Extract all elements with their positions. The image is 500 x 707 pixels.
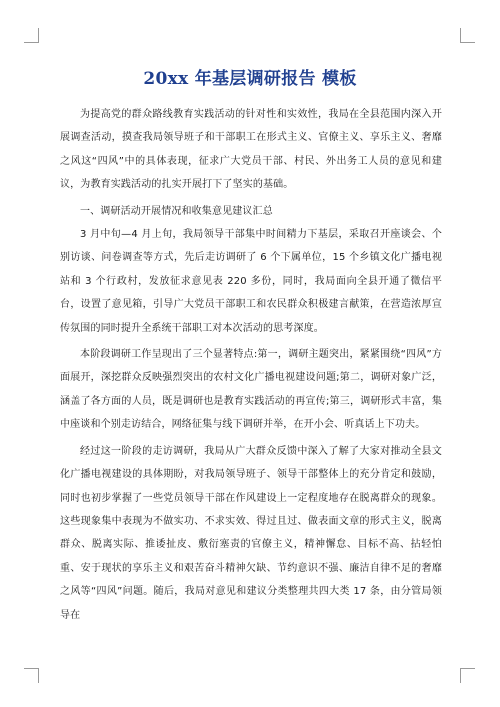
document-title: 20xx 年基层调研报告 模板: [143, 69, 357, 89]
crop-mark-bottom-left: [24, 668, 39, 683]
paragraph-activities: 3 月中旬—4 月上旬，我局领导干部集中时间精力下基层，采取召开座谈会、个别访谈、问卷调查等方式，先后走访调研了 6 个下属单位，15 个乡镇文化广播电视站和 3 个行政村，发放征求意见表 220 多份，同时，我局面向全县开通了微信平台，设置了意见箱，引导广大党员干部职工和农民群众积极建言献策，在营造浓厚宣传氛围的同时提升全系统干部职工对本次活动的思考深度。: [60, 229, 442, 334]
document-body: [60, 103, 442, 630]
crop-mark-top-right: [460, 28, 475, 43]
intro-paragraph: 为提高党的群众路线教育实践活动的针对性和实效性，我局在全县范围内深入开展调查活动，摸查我局领导班子和干部职工在形式主义、官僚主义、享乐主义、奢靡之风这“四风”中的具体表现，征求广大党员干部、村民、外出务工人员的意见和建议，为教育实践活动的扎实开展打下了坚实的基础。: [60, 109, 442, 191]
paragraph-features: 本阶段调研工作呈现出了三个显著特点:第一，调研主题突出，紧紧围绕“四风”方面展开，深挖群众反映强烈突出的农村文化广播电视建设问题;第二，调研对象广泛，涵盖了各方面的人员，既是调研也是教育实践活动的再宣传;第三，调研形式丰富，集中座谈和个别走访结合，网络征集与线下调研并举，在开小会、听真话上下功夫。: [60, 349, 442, 431]
crop-mark-top-left: [24, 28, 39, 43]
crop-mark-bottom-right: [460, 668, 475, 683]
paragraph-findings: 经过这一阶段的走访调研，我局从广大群众反馈中深入了解了大家对推动全县文化广播电视建设的具体期盼，对我局领导班子、领导干部整体上的充分肯定和鼓励，同时也初步掌握了一些党员领导干部在作风建设上一定程度地存在脱离群众的现象。这些现象集中表现为不做实功、不求实效、得过且过、做表面文章的形式主义，脱离群众、脱离实际、推诿扯皮、敷衍塞责的官僚主义，精神懈怠、目标不高、拈轻怕重、安于现状的享乐主义和艰苦奋斗精神欠缺、节约意识不强、廉洁自律不足的奢靡之风等“四风”问题。随后，我局对意见和建议分类整理共四大类 17 条，由分管局领导在: [60, 445, 442, 621]
section-heading: 一、调研活动开展情况和收集意见建议汇总: [80, 205, 273, 217]
